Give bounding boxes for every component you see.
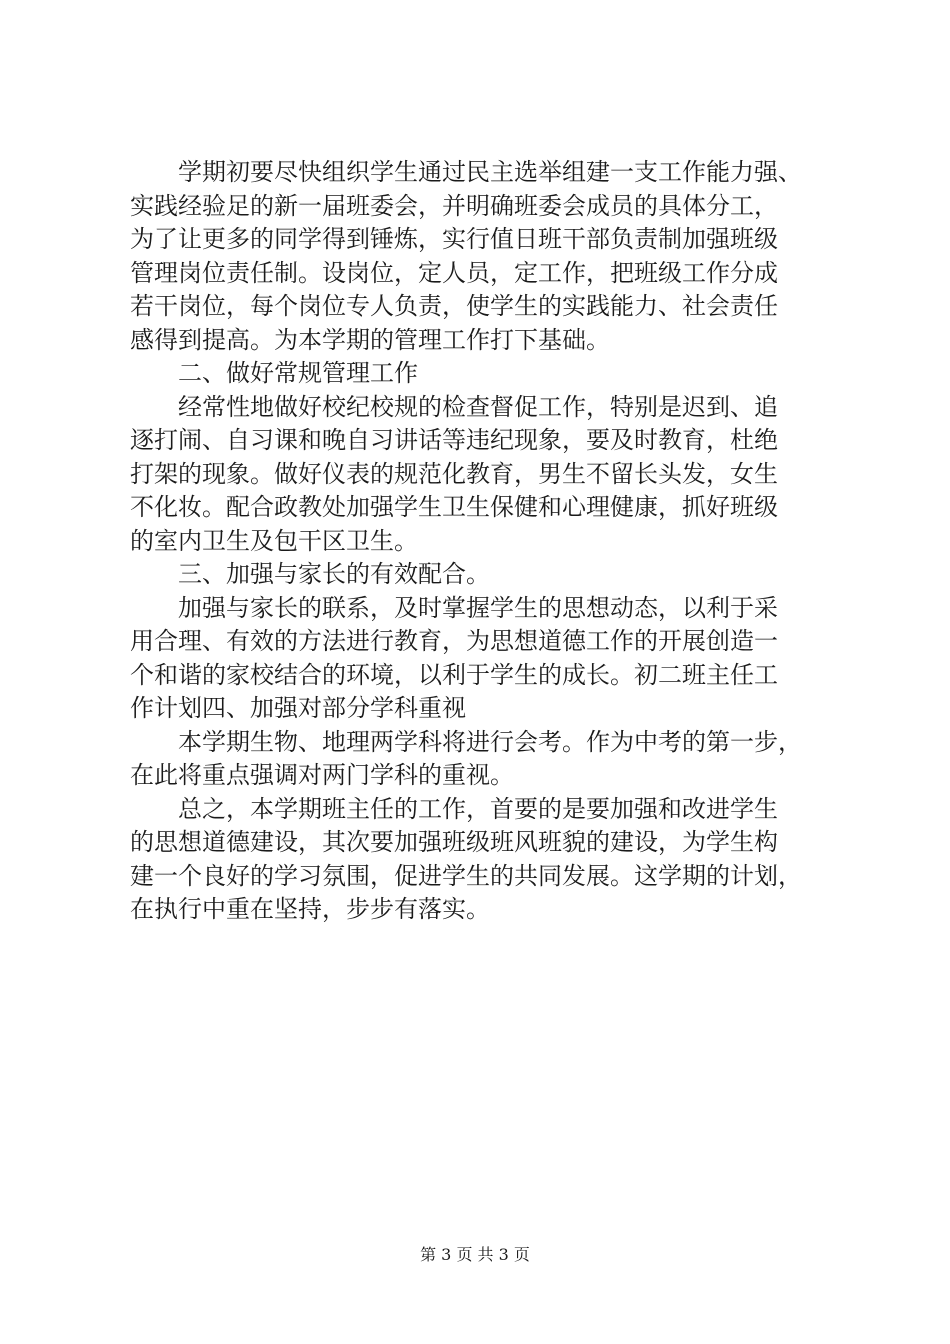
text-line: 个和谐的家校结合的环境，以利于学生的成长。初二班主任工 — [130, 660, 778, 689]
section-heading: 二、做好常规管理工作 — [130, 359, 418, 387]
text-line: 为了让更多的同学得到锤炼，实行值日班干部负责制加强班级 — [130, 225, 778, 253]
text-line: 学期初要尽快组织学生通过民主选举组建一支工作能力强、 — [130, 158, 802, 186]
text-line: 在此将重点强调对两门学科的重视。 — [130, 761, 514, 789]
section-heading: 三、加强与家长的有效配合。 — [130, 560, 490, 588]
text-line: 的室内卫生及包干区卫生。 — [130, 526, 418, 555]
text-line: 经常性地做好校纪校规的检查督促工作，特别是迟到、追 — [130, 392, 778, 421]
text-line: 作计划四、加强对部分学科重视 — [130, 694, 466, 722]
page-number: 第 3 页 共 3 页 — [420, 1245, 530, 1264]
text-line: 加强与家长的联系，及时掌握学生的思想动态，以利于采 — [130, 593, 778, 622]
text-line: 不化妆。配合政教处加强学生卫生保健和心理健康，抓好班级 — [130, 493, 778, 521]
text-line: 感得到提高。为本学期的管理工作打下基础。 — [130, 325, 610, 354]
text-line: 建一个良好的学习氛围，促进学生的共同发展。这学期的计划， — [130, 861, 802, 890]
text-line: 实践经验足的新一届班委会，并明确班委会成员的具体分工， — [130, 191, 778, 220]
text-line: 的思想道德建设，其次要加强班级班风班貌的建设，为学生构 — [130, 828, 778, 856]
text-line: 若干岗位，每个岗位专人负责，使学生的实践能力、社会责任 — [130, 292, 778, 320]
text-line: 在执行中重在坚持，步步有落实。 — [130, 895, 490, 923]
text-line: 总之，本学期班主任的工作，首要的是要加强和改进学生 — [130, 794, 778, 823]
text-line: 逐打闹、自习课和晚自习讲话等违纪现象，要及时教育，杜绝 — [130, 426, 778, 454]
text-line: 打架的现象。做好仪表的规范化教育，男生不留长头发，女生 — [130, 459, 778, 488]
text-line: 本学期生物、地理两学科将进行会考。作为中考的第一步， — [130, 727, 802, 756]
document-body — [130, 156, 834, 927]
text-line: 管理岗位责任制。设岗位，定人员，定工作，把班级工作分成 — [130, 258, 778, 287]
text-line: 用合理、有效的方法进行教育，为思想道德工作的开展创造一 — [130, 627, 778, 655]
